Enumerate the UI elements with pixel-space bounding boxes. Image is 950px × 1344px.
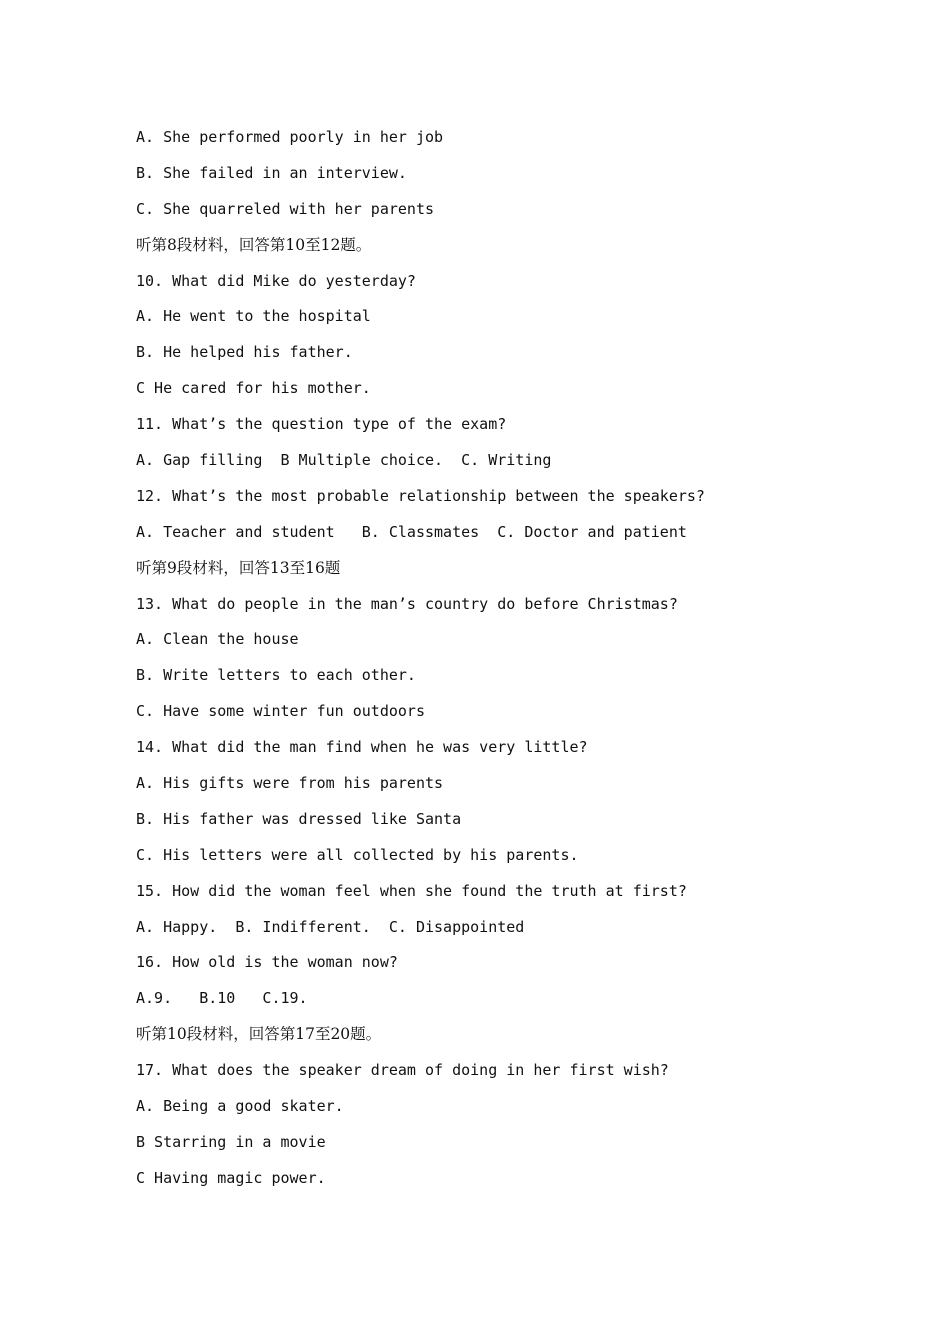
option-line: B. His father was dressed like Santa — [136, 809, 462, 828]
section-instruction: 听第8段材料，回答第10至12题。 — [136, 235, 372, 254]
question-line: 13. What do people in the man’s country do before Christmas? — [136, 594, 678, 613]
question-line: 10. What did Mike do yesterday? — [136, 271, 416, 290]
option-line: B. He helped his father. — [136, 343, 353, 362]
option-line: B Starring in a movie — [136, 1132, 326, 1151]
question-line: 17. What does the speaker dream of doing in her first wish? — [136, 1061, 669, 1080]
option-line: A.9. B.10 C.19. — [136, 989, 308, 1008]
option-line: C. His letters were all collected by his parents. — [136, 845, 579, 864]
option-line: A. Teacher and student B. Classmates C. Doctor and patient — [136, 522, 687, 541]
option-line: C Having magic power. — [136, 1168, 326, 1187]
question-line: 15. How did the woman feel when she found the truth at first? — [136, 881, 687, 900]
option-line: B. Write letters to each other. — [136, 666, 416, 685]
option-line: C. She quarreled with her parents — [136, 199, 435, 218]
option-line: C He cared for his mother. — [136, 379, 371, 398]
option-line: B. She failed in an interview. — [136, 163, 407, 182]
option-line: A. Gap filling B Multiple choice. C. Writing — [136, 451, 552, 470]
option-line: A. She performed poorly in her job — [136, 128, 444, 146]
question-line: 12. What’s the most probable relationship between the speakers? — [136, 486, 705, 505]
section-instruction: 听第10段材料，回答第17至20题。 — [136, 1025, 382, 1044]
option-line: A. Happy. B. Indifferent. C. Disappointed — [136, 917, 525, 936]
section-instruction: 听第9段材料，回答13至16题 — [136, 558, 341, 577]
option-line: A. His gifts were from his parents — [136, 774, 444, 793]
question-line: 14. What did the man find when he was very little? — [136, 738, 588, 757]
question-line: 11. What’s the question type of the exam? — [136, 415, 507, 434]
question-line: 16. How old is the woman now? — [136, 953, 398, 972]
option-line: C. Have some winter fun outdoors — [136, 702, 425, 721]
document-body — [136, 123, 836, 1200]
option-line: A. He went to the hospital — [136, 307, 371, 326]
option-line: A. Being a good skater. — [136, 1097, 344, 1116]
option-line: A. Clean the house — [136, 630, 299, 649]
